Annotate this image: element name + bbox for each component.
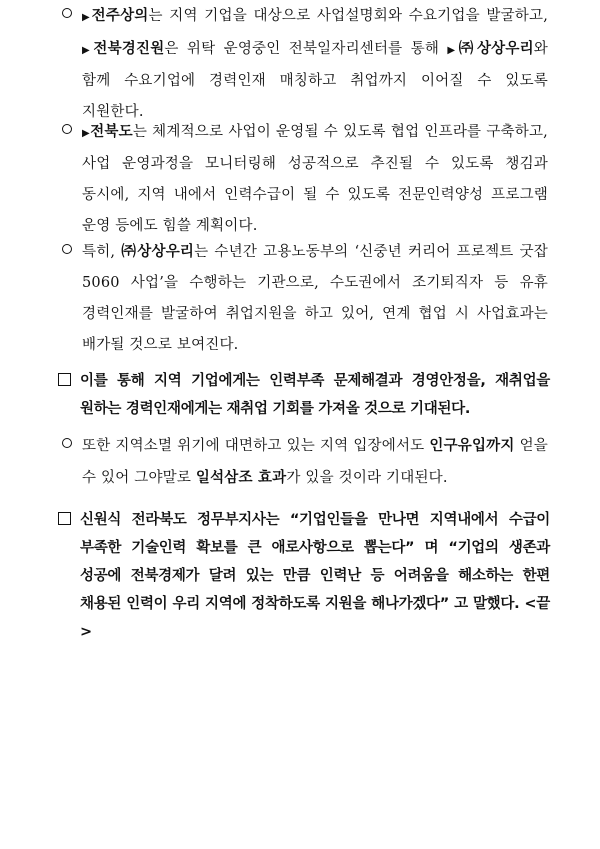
circle-bullet-icon [62, 8, 72, 18]
org-name: 전북도 [90, 123, 133, 140]
paragraph-text: 신원식 전라북도 정무부지사는 “기업인들을 만나면 지역내에서 수급이 부족한 기술인력 확보를 큰 애로사항으로 뽑는다” 며 “기업의 생존과 성공에 전북경제가 달려 있는 만큼 인력난 등 어려움을 해소하는 한편 채용된 인력이 우리 지역에 정착하도록 지원을 해나가겠다” 고 말했다. <끝> [80, 512, 550, 640]
paragraph-text: ▶전북도는 체계적으로 사업이 운영될 수 있도록 협업 인프라를 구축하고, 사업 운영과정을 모니터링해 성공적으로 추진될 수 있도록 챙김과 동시에, 지역 내에서 인력수급이 될 수 있도록 전문인력양성 프로그램 운영 등에도 힘쓸 계획이다. [82, 123, 548, 234]
org-name: ㈜상상우리 [458, 40, 534, 57]
circle-bullet-icon [62, 124, 72, 134]
paragraph-text: 또한 지역소멸 위기에 대면하고 있는 지역 입장에서도 인구유입까지 얻을 수 있어 그야말로 일석삼조 효과가 있을 것이라 기대된다. [82, 437, 548, 486]
org-name: 전북경진원 [93, 40, 165, 57]
paragraph-sangsang-uri [62, 236, 548, 361]
org-name: ㈜상상우리 [121, 243, 195, 260]
paragraph-jeonju-chamber [62, 0, 548, 128]
paragraph-expected-effect [58, 367, 550, 423]
paragraph-text: 특히, ㈜상상우리는 수년간 고용노동부의 ‘신중년 커리어 프로젝트 굿잡 5060 사업’을 수행하는 기관으로, 수도권에서 조기퇴직자 등 유휴 경력인재를 발굴하여 취업지원을 하고 있어, 연계 협업 시 사업효과는 배가될 것으로 보여진다. [82, 243, 548, 353]
paragraph-jeonbuk-province [62, 116, 548, 242]
paragraph-triple-effect [62, 430, 548, 494]
circle-bullet-icon [62, 244, 72, 254]
org-name: 전주상의 [91, 7, 149, 24]
paragraph-text: ▶전주상의는 지역 기업을 대상으로 사업설명회와 수요기업을 발굴하고, ▶전북경진원은 위탁 운영중인 전북일자리센터를 통해 ▶㈜상상우리와 함께 수요기업에 경력인재 매칭하고 취업까지 이어질 수 있도록 지원한다. [82, 7, 548, 120]
paragraph-vice-governor-quote [58, 506, 550, 646]
circle-bullet-icon [62, 438, 72, 448]
emphasis: 일석삼조 효과 [195, 469, 287, 486]
square-bullet-icon [58, 373, 71, 386]
emphasis: 인구유입까지 [429, 437, 515, 454]
paragraph-text: 이를 통해 지역 기업에게는 인력부족 문제해결과 경영안정을, 재취업을 원하는 경력인재에게는 재취업 기회를 가져올 것으로 기대된다. [80, 373, 550, 417]
square-bullet-icon [58, 512, 71, 525]
